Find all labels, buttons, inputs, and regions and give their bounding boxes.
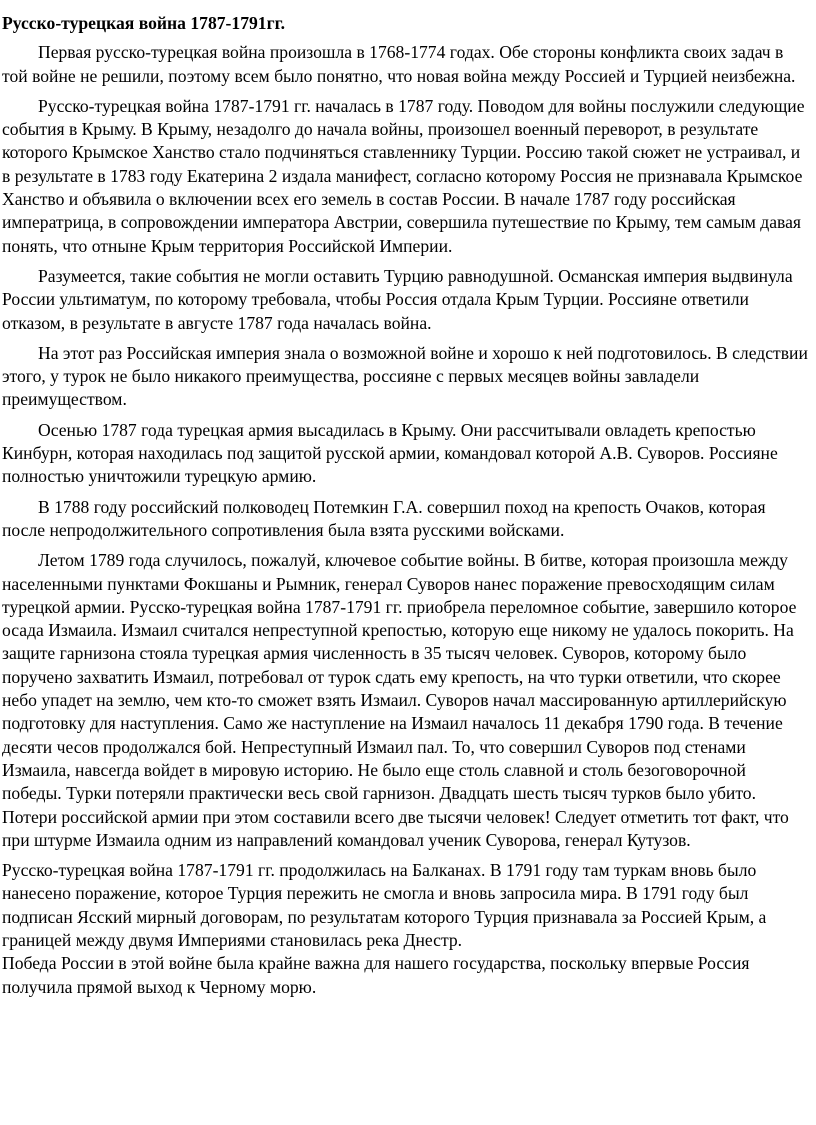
paragraph-kinburn: Осенью 1787 года турецкая армия высадилась в Крыму. Они рассчитывали овладеть крепостью Кинбурн, которая находилась под защитой русской армии, командовал которой А.В. Суворов. Россияне полностью уничтожили турецкую армию. xyxy=(2,419,778,487)
paragraph-ochakov: В 1788 году российский полководец Потемкин Г.А. совершил поход на крепость Очаков, которая после непродолжительного сопротивления была взята русскими войсками. xyxy=(2,496,766,540)
paragraph-ultimatum: Разумеется, такие события не могли оставить Турцию равнодушной. Османская империя выдвинула России ультиматум, по которому требовала, чтобы Россия отдала Крым Турции. Россияне ответили отказом, в результате в августе 1787 года началась война. xyxy=(2,265,793,333)
document-title: Русско-турецкая война 1787-1791гг. xyxy=(2,13,285,33)
paragraph-balkans: Русско-турецкая война 1787-1791 гг. продолжилась на Балканах. В 1791 году там туркам вновь было нанесено поражение, которое Турция пережить не смогла и вновь запросила мира. В 1791 году был подписан Ясский мирный договорам, по результатам которого Турция признавала за Россией Крым, а границей между двумя Империями становилась река Днестр. xyxy=(2,860,767,950)
paragraph-izmail: Летом 1789 года случилось, пожалуй, ключевое событие войны. В битве, которая произошла между населенными пунктами Фокшаны и Рымник, генерал Суворов нанес поражение превосходящим силам турецкой армии. Русско-турецкая война 1787-1791 гг. приобрела переломное событие, завершило которое осада Измаила. Измаил считался непреступной крепостью, которую еще никому не удалось покорить. На защите гарнизона стояла турецкая армия численность в 35 тысяч человек. Суворов, которому было поручено захватить Измаил, потребовал от турок сдать ему крепость, на что турки ответили, что скорее небо упадет на землю, чем кто-то сможет взять Измаил. Суворов начал массированную артиллерийскую подготовку для наступления. Само же наступление на Измаил началось 11 декабря 1790 года. В течение десяти чесов продолжался бой. Непреступный Измаил пал. То, что совершил Суворов под стенами Измаила, навсегда войдет в мировую историю. Не было еще столь славной и столь безоговорочной победы. Турки потеряли практически весь свой гарнизон. Двадцать шесть тысяч турков было убито. Потери российской армии при этом составили всего две тысячи человек! Следует отметить тот факт, что при штурме Измаила одним из направлений командовал ученик Суворова, генерал Кутузов. xyxy=(2,550,797,850)
paragraph-first-war: Первая русско-турецкая война произошла в 1768-1774 годах. Обе стороны конфликта своих задач в той войне не решили, поэтому всем было понятно, что новая война между Россией и Турцией неизбежна. xyxy=(2,42,796,86)
paragraph-black-sea: Победа России в этой войне была крайне важна для нашего государства, поскольку впервые Россия получила прямой выход к Черному морю. xyxy=(2,953,750,997)
paragraph-preparation: На этот раз Российская империя знала о возможной войне и хорошо к ней подготовилось. В следствии этого, у турок не было никакого преимущества, россияне с первых месяцев войны завладели преимуществом. xyxy=(2,342,808,410)
paragraph-war-start: Русско-турецкая война 1787-1791 гг. началась в 1787 году. Поводом для войны послужили следующие события в Крыму. В Крыму, незадолго до начала войны, произошел военный переворот, в результате которого Крымское Ханство стало подчиняться ставленнику Турции. Россию такой сюжет не устраивал, и в результате в 1783 году Екатерина 2 издала манифест, согласно которому Россия не признавала Крымское Ханство и объявила о включении всех его земель в состав России. В начале 1787 году российская императрица, в сопровождении императора Австрии, совершила путешествие по Крыму, тем самым давая понять, что отныне Крым территория Российской Империи. xyxy=(2,95,805,256)
